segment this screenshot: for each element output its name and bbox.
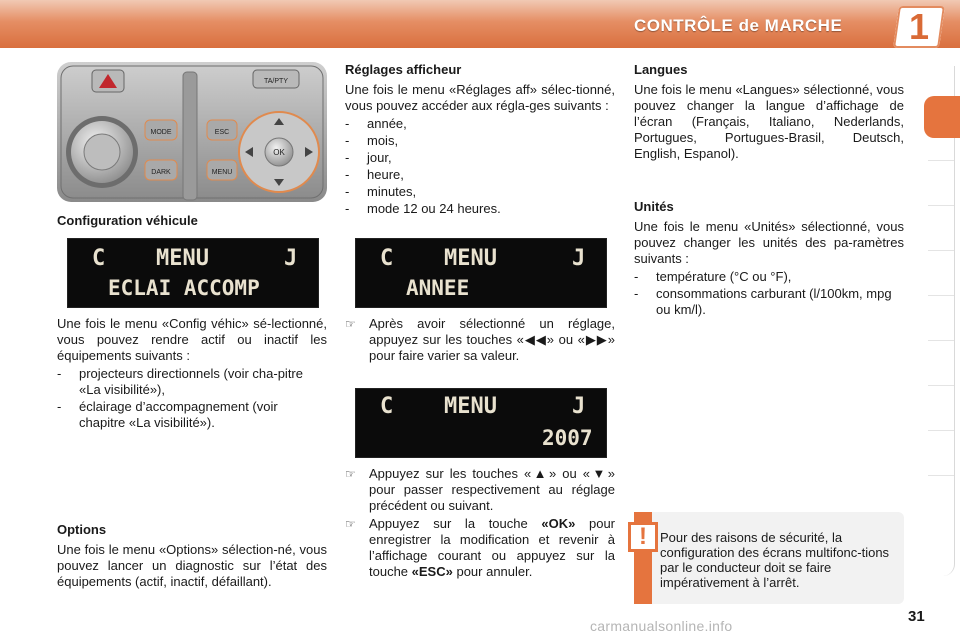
bullets-2-3 [345,466,615,580]
lcd-year-value [355,388,607,458]
languages-block [634,62,904,162]
pointing-hand-icon: ☞ [345,467,356,481]
chapter-number: 1 [908,6,930,47]
lcd-bracket-left: C [380,394,394,419]
units-heading: Unités [634,199,674,214]
pointing-hand-icon: ☞ [345,317,356,331]
units-item: - température (°C ou °F), [634,269,904,285]
units-item: - consommations carburant (l/100km, mpg ou km/l). [634,286,904,318]
config-block [57,316,327,432]
page-number: 31 [908,608,925,625]
options-heading: Options [57,522,107,537]
display-settings-intro: Une fois le menu «Réglages aff» sélec-tionné, vous pouvez accéder aux régla-ges suivants : [345,82,615,113]
config-item: - éclairage d’accompagnement (voir chapitre «La visibilité»). [57,399,327,431]
side-tab[interactable] [928,340,954,381]
side-tab[interactable] [928,160,954,201]
dark-button[interactable]: DARK [151,169,171,176]
lcd-bracket-right: J [284,246,298,271]
side-tab-active[interactable] [924,96,960,138]
pointing-hand-icon: ☞ [345,517,356,531]
lcd-annee [355,238,607,308]
ta-pty-button[interactable]: TA/PTY [264,78,288,85]
side-tab[interactable] [928,385,954,426]
bullet-2 [345,466,615,514]
display-setting-item: - mode 12 ou 24 heures. [345,201,615,217]
lcd-line2: ANNEE [406,276,470,300]
safety-warning-text: Pour des raisons de sécurité, la configuration des écrans multifonc-tions par le conducteur doit se faire impérativement à l’arrêt. [660,530,890,590]
side-tab[interactable] [928,475,954,516]
display-setting-item: - jour, [345,150,615,166]
side-tab[interactable] [928,430,954,471]
ok-button[interactable]: OK [273,148,285,157]
lcd-line2: 2007 [542,426,593,450]
bullet-1-text: Après avoir sélectionné un réglage, appuyez sur les touches «◀◀» ou «▶▶» pour faire varier sa valeur. [369,316,615,363]
warning-icon: ! [628,522,658,552]
bullet-3: ☞ Appuyez sur la touche «OK» pour enregistrer la modification et revenir à l’affichage courant ou appuyez sur la touche «ESC» pour annuler. [345,516,616,579]
display-settings-heading: Réglages afficheur [345,62,462,77]
esc-button[interactable]: ESC [214,129,230,136]
bullet-1 [345,316,615,364]
languages-text: Une fois le menu «Langues» sélectionné, vous pouvez changer la langue d’affichage de l’écran (Français, Italiano, Nederlands, Portugues, Portugues-Brasil, Deutsch, English, Espanol). [634,82,904,161]
options-text: Une fois le menu «Options» sélection-né, vous pouvez lancer un diagnostic sur l’état des équipements (actif, inactif, défaillant). [57,542,327,589]
display-setting-item: - mois, [345,133,615,149]
section-title: CONTRÔLE de MARCHE [634,16,843,35]
lcd-bracket-right: J [572,246,586,271]
display-setting-item: - année, [345,116,615,132]
lcd-bracket-left: C [92,246,106,271]
units-text: Une fois le menu «Unités» sélectionné, vous pouvez changer les unités des pa-ramètres suivants : [634,219,904,266]
units-block [634,199,904,319]
config-text: Une fois le menu «Config véhic» sé-lectionné, vous pouvez rendre actif ou inactif les équipements suivants : [57,316,327,363]
bullet-2-text: Appuyez sur les touches «▲» ou «▼» pour passer respectivement au réglage précédent ou suivant. [369,466,615,513]
units-list [634,269,904,318]
lcd-bracket-right: J [572,394,586,419]
languages-heading: Langues [634,62,688,77]
config-list [57,366,327,431]
esc-key-label: «ESC» [411,564,453,579]
lcd-menu-label: MENU [156,246,209,271]
lcd-line2: ECLAI ACCOMP [108,276,260,300]
config-heading: Configuration véhicule [57,213,198,228]
side-tab[interactable] [928,295,954,336]
config-item: - projecteurs directionnels (voir cha-pitre «La visibilité»), [57,366,327,398]
display-settings-block [345,62,615,218]
display-settings-list [345,116,615,217]
display-setting-item: - heure, [345,167,615,183]
side-tab[interactable] [928,205,954,246]
control-panel-illustration [57,62,327,202]
watermark: carmanualsonline.info [590,618,733,634]
display-setting-item: - minutes, [345,184,615,200]
ok-key-label: «OK» [541,516,576,531]
menu-button[interactable]: MENU [211,169,233,176]
mode-button[interactable]: MODE [150,129,172,136]
lcd-bracket-left: C [380,246,394,271]
lcd-config-vehicle [67,238,319,308]
side-tab[interactable] [928,250,954,291]
options-block [57,522,327,590]
lcd-menu-label: MENU [444,394,497,419]
lcd-menu-label: MENU [444,246,497,271]
